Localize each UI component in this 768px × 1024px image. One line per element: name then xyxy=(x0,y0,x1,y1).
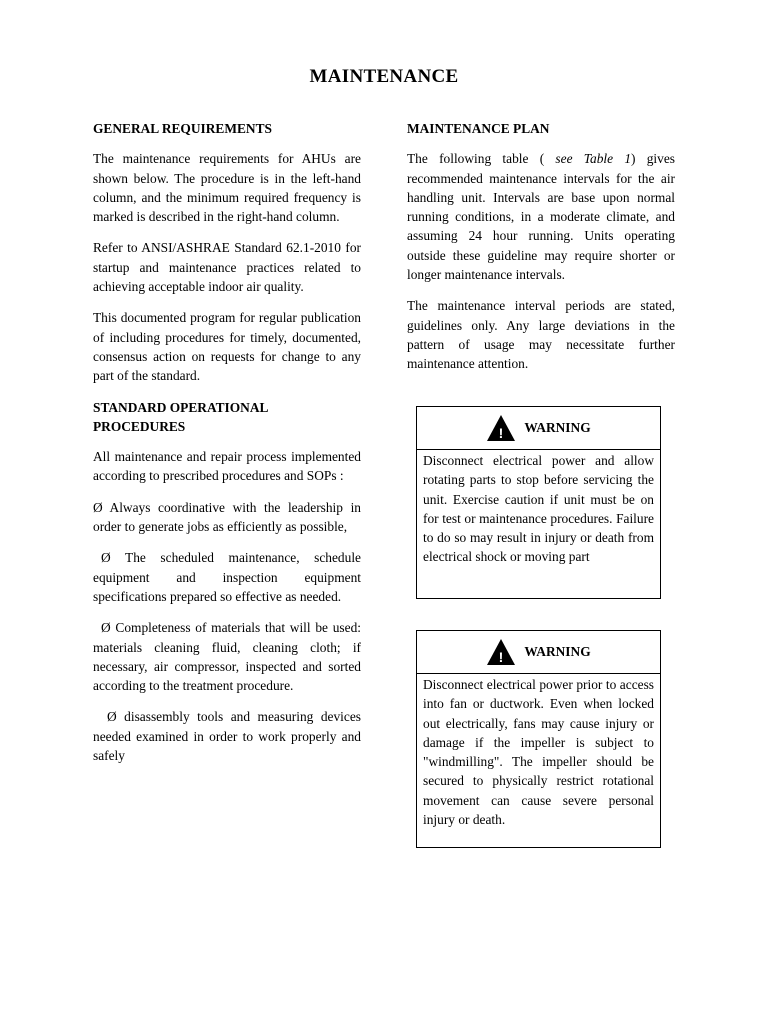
sop-bullet-4 xyxy=(93,707,361,765)
left-column xyxy=(93,119,361,777)
maintenance-plan-p1-start: The following table ( xyxy=(407,151,556,167)
page-title: MAINTENANCE xyxy=(309,66,459,87)
warning-glyph: ! xyxy=(499,649,504,665)
warning-text-1: Disconnect electrical power and allow rotating parts to stop before servicing the unit. Exercise caution if unit must be on for test or maintenance procedures. Failure to do so may result in injury or death from electrical shock or moving part xyxy=(423,453,654,565)
sop-bullet-2 xyxy=(93,548,361,606)
general-requirements-paragraph-2: Refer to ANSI/ASHRAE Standard 62.1-2010 for startup and maintenance practices related to achieving acceptable indoor air quality. xyxy=(93,240,361,295)
sop-bullet-1: Ø Always coordinative with the leadership in order to generate jobs as efficiently as possible, xyxy=(93,499,361,535)
sop-bullet-3 xyxy=(93,618,361,695)
sop-bullet-3-text: Ø Completeness of materials that will be used: materials cleaning fluid, cleaning cloth; if necessary, air compressor, inspected and sorted according to the treatment procedure. xyxy=(93,620,361,694)
warning-box-1 xyxy=(416,406,661,599)
general-requirements-paragraph-3: This documented program for regular publication of including procedures for timely, documented, consensus action on requests for change to any part of the standard. xyxy=(93,310,361,384)
sop-bullet-4-text: Ø disassembly tools and measuring devices needed examined in order to work properly and safely xyxy=(93,709,361,764)
right-column xyxy=(407,119,675,386)
warning-text-2: Disconnect electrical power prior to access into fan or ductwork. Even when locked out electrically, fans may cause injury or damage if the impeller is subject to "windmilling". The impeller should be secured to physically restrict rotational movement can cause severe personal injury or death. xyxy=(423,677,654,828)
general-requirements-paragraph-1: The maintenance requirements for AHUs are shown below. The procedure is in the left-hand column, and the minimum required frequency is marked is described in the right-hand column. xyxy=(93,151,361,225)
sop-paragraph: All maintenance and repair process implemented according to prescribed procedures and SOPs : xyxy=(93,449,361,484)
maintenance-plan-p1-rest: ) gives recommended maintenance intervals for the air handling unit. Intervals are base upon normal running conditions, in a moderate climate, and assuming 24 hour running. Units operating outside these guideline may require shorter or longer maintenance intervals. xyxy=(407,151,676,283)
sop-bullet-2-text: Ø The scheduled maintenance, schedule equipment and inspection equipment specifications prepared so effective as needed. xyxy=(93,550,361,604)
warning-label-1: WARNING xyxy=(524,420,591,436)
warning-header-1 xyxy=(417,407,660,450)
warning-triangle-icon xyxy=(486,414,516,442)
warning-triangle-icon xyxy=(486,638,516,666)
general-requirements-heading: GENERAL REQUIREMENTS xyxy=(93,121,272,136)
table-reference: see Table 1 xyxy=(555,151,632,167)
warning-glyph: ! xyxy=(499,425,504,441)
maintenance-plan-heading: MAINTENANCE PLAN xyxy=(407,121,550,136)
maintenance-plan-paragraph-1 xyxy=(407,149,675,284)
warning-label-2: WARNING xyxy=(524,644,591,660)
warning-header-2 xyxy=(417,631,660,674)
maintenance-plan-paragraph-2: The maintenance interval periods are stated, guidelines only. Any large deviations in the pattern of usage may necessitate further maintenance attention. xyxy=(407,298,675,372)
warning-box-2 xyxy=(416,630,661,848)
sop-heading: STANDARD OPERATIONAL PROCEDURES xyxy=(93,399,268,434)
